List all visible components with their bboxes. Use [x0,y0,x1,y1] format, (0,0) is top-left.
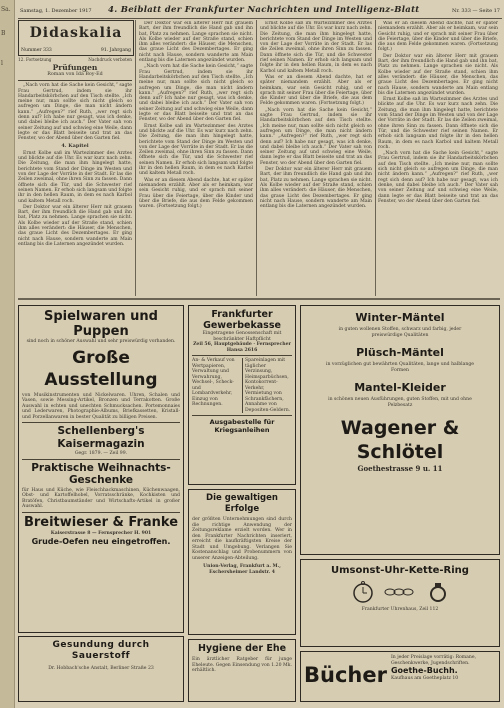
ad-buecher-details [391,655,496,698]
story-paragraph: Ernst Kolbe saß im Wartezimmer des Arztes und blickte auf die Uhr. Es war kurz nach zehn. Die Zeitung, die man ihm hingelegt hatte, berichtete vom Stand der Dinge im Westen und von der Lage der Vorräte in der Stadt. Er las die Zeilen zweimal, ohne ihren Sinn zu fassen. Dann öffnete sich die Tür, und die Schwester rief seinen Namen. Er erhob sich langsam und folgte ihr in den hellen Raum, in dem es nach Karbol und kaltem Metall roch. [378,97,498,150]
story-paragraph: „Nach vorn hat die Sache kein Gesicht,“ sagte Frau Gertrud, indem sie ihr Handarbeitskörbchen auf den Tisch stellte. „Ich meine nur, man sollte sich nicht gleich so aufregen um Dinge, die man nicht ändern kann.“ „Aufregen?“ rief Ruth, „wer regt sich denn auf? Ich habe nur gesagt, was ich denke, und dabei bleibe ich auch.“ Der Vater sah von seiner Zeitung auf und schwieg eine Weile, dann legte er das Blatt beiseite und trat an das Fenster, wo der Abend über den Garten fiel. [378,151,498,204]
ring-icon [428,581,448,603]
ad-gewerbekasse-footer: Ausgabestelle für Kriegsanleihen [209,418,275,434]
ad-buecher-title: Bücher [304,663,387,687]
page-header [18,4,502,19]
column-rule [256,20,257,296]
story-paragraph: Was er an diesem Abend dachte, hat er später niemandem erzählt. Aber als er heimkam, war sein Gesicht ruhig, und er sprach mit seiner Frau über die Feiertage, über die Kinder und über die Briefe, die aus dem Felde gekommen waren. (Fortsetzung folgt.) [378,21,498,53]
story-column-2 [139,21,253,296]
ad-mantel-text-2: in vorzüglichen gut bewährten Qualitäten, lange und halblange Formen [325,362,474,373]
masthead-number: Nummer 333 [21,48,52,53]
story-subtitle: Roman von Ida Boy-Ed [47,72,103,78]
pocket-watch-icon [352,581,374,603]
ad-gewaltige-footer: Union-Verlag, Frankfurt a. M., Eschersheimer Landstr. 4 [203,564,281,575]
header-page-number: Nr. 333 — Seite 17 [451,8,500,14]
ad-uhr-title: Umsonst-Uhr-Kette-Ring [331,565,469,576]
story-chapter: 4. Kapitel [61,142,89,149]
masthead-year: 91. Jahrgang [100,48,131,53]
ad-mantel-heading-3: Mantel-Kleider [354,381,446,394]
story-divider [18,80,132,81]
chain-icon [384,581,418,603]
ad-mantel-heading-1: Winter-Mäntel [355,311,445,324]
ad-uhr-info: Frankfurter Uhrenhaus, Zeil 112 [361,607,439,612]
ad-winter-maentel [300,305,500,555]
ad-store-name-2: Breitwieser & Franke [23,514,179,530]
story-column-4 [378,21,498,296]
story-column-1 [18,57,132,295]
story-paragraph: Ernst Kolbe saß im Wartezimmer des Arztes und blickte auf die Uhr. Es war kurz nach zehn. Die Zeitung, die man ihm hingelegt hatte, berichtete vom Stand der Dinge im Westen und von der Lage der Vorräte in der Stadt. Er las die Zeilen zweimal, ohne ihren Sinn zu fassen. Dann öffnete sich die Tür, und die Schwester rief seinen Namen. Er erhob sich langsam und folgte ihr in den hellen Raum, in dem es nach Karbol und kaltem Metall roch. [260,21,372,74]
ad-spielwaren-body: von Musikinstrumenten und Nickelwaren. Uhren, Schalen und Vasen, sowie Messing-Artikel, Bronzen und Terrakotten. Große Auswahl in echten und unechten Schmucksachen. Portemonnaies und Lederwaren, Photographie-Albums, Briefkassetten, Kristall- und Porzellanwaren in bester Qualität zu billigen Preisen. [22,392,180,420]
ad-divider [22,459,180,460]
ad-gewerbekasse-col-left: An- & Verkauf von Wertpapieren, Verwaltung und Verwahrung, Wechsel-, Scheck- und Lombardverkehr, Einzug von Rechnungen. [192,358,235,407]
ad-store-name: Schellenberg's Kaisermagazin [57,425,145,450]
ad-uhr-kette-ring [300,559,500,647]
ad-store-info: Gegr. 1879. — Zeil 99. [74,451,128,456]
column-rule [375,20,376,296]
story-paragraph: Ernst Kolbe saß im Wartezimmer des Arztes und blickte auf die Uhr. Es war kurz nach zehn. Die Zeitung, die man ihm hingelegt hatte, berichtete vom Stand der Dinge im Westen und von der Lage der Vorräte in der Stadt. Er las die Zeilen zweimal, ohne ihren Sinn zu fassen. Dann öffnete sich die Tür, und die Schwester rief seinen Namen. Er erhob sich langsam und folgte ihr in den hellen Raum, in dem es nach Karbol und kaltem Metall roch. [139,123,253,177]
ad-buecher-store: Goethe-Buchh. [390,666,458,675]
story-section-left: 12. Fortsetzung [18,57,52,62]
ad-gewaltige-erfolge [188,489,296,635]
ad-spielwaren [18,305,184,633]
section-rule [18,298,500,300]
story-paragraph: Was er an diesem Abend dachte, hat er später niemandem erzählt. Aber als er heimkam, war sein Gesicht ruhig, und er sprach mit seiner Frau über die Feiertage, über die Kinder und über die Briefe, die aus dem Felde gekommen waren. (Fortsetzung folgt.) [260,74,372,107]
story-paragraph: Ernst Kolbe saß im Wartezimmer des Arztes und blickte auf die Uhr. Es war kurz nach zehn. Die Zeitung, die man ihm hingelegt hatte, berichtete vom Stand der Dinge im Westen und von der Lage der Vorräte in der Stadt. Er las die Zeilen zweimal, ohne ihren Sinn zu fassen. Dann öffnete sich die Tür, und die Schwester rief seinen Namen. Er erhob sich langsam und folgte ihr in den hellen Raum, in dem es nach Karbol und kaltem Metall roch. [18,150,132,204]
header-title: 4. Beiblatt der Frankfurter Nachrichten und Intelligenz-Blatt [108,5,420,15]
ad-buecher-info: In jeder Preislage vorrätig: Romane, Geschenkwerke, Jugendschriften. [390,655,477,666]
story-title: Prüfungen [52,63,98,73]
ad-footer: Grude-Oefen neu eingetroffen. [31,537,171,546]
ad-headline-2: Praktische Weihnachts-Geschenke [31,461,171,486]
masthead-title: Didaskalia [29,25,123,41]
ad-mantel-store: Wagener & Schlötel [340,417,460,463]
story-column-3 [260,21,372,296]
ad-gewerbekasse-title: Frankfurter Gewerbekasse [203,309,281,331]
ad-gesundung-info: Dr. Hobbach'sche Anstalt, Berliner Straße 23 [48,666,154,671]
ad-hygiene [188,639,296,702]
masthead-meta [21,48,131,53]
ad-gewaltige-title: Die gewaltigen Erfolge [206,493,278,514]
story-section-line [18,57,132,62]
ad-divider [192,415,292,416]
feuilleton-masthead [18,20,134,56]
ad-gewerbekasse-address: Zeil 56, Hauptgebäude · Fernsprecher Hansa 2616 [193,342,291,353]
ad-gewaltige-body: der größten Unternehmungen sind durch die richtige Anwendung der Zeitungsreklame erzielt worden. Wer in den Frankfurter Nachrichten inseriert, erreicht die kaufkräftigsten Kreise der Stadt und Umgebung. Verlangen Sie Kostenanschlag und Probenummern von unserer Anzeigen-Abteilung. [192,517,292,561]
ad-gewerbekasse-columns [192,358,292,413]
story-paragraph: „Nach vorn hat die Sache kein Gesicht,“ sagte Frau Gertrud, indem sie ihr Handarbeitskörbchen auf den Tisch stellte. „Ich meine nur, man sollte sich nicht gleich so aufregen um Dinge, die man nicht ändern kann.“ „Aufregen?“ rief Ruth, „wer regt sich denn auf? Ich habe nur gesagt, was ich denke, und dabei bleibe ich auch.“ Der Vater sah von seiner Zeitung auf und schwieg eine Weile, dann legte er das Blatt beiseite und trat an das Fenster, wo der Abend über den Garten fiel. [18,83,132,142]
story-paragraph: Der Doktor war ein älterer Herr mit grauem Bart, der ihm freundlich die Hand gab und ihn bat, Platz zu nehmen. Lange sprachen sie nicht. Als Kolbe wieder auf der Straße stand, schien ihm alles verändert: die Häuser, die Menschen, das graue Licht des Dezembertages. Er ging nicht nach Hause, sondern wanderte am Main entlang bis die Laternen angezündet wurden. [378,53,498,96]
story-paragraph: Der Doktor war ein älterer Herr mit grauem Bart, der ihm freundlich die Hand gab und ihn bat, Platz zu nehmen. Lange sprachen sie nicht. Als Kolbe wieder auf der Straße stand, schien ihm alles verändert: die Häuser, die Menschen, das graue Licht des Dezembertages. Er ging nicht nach Hause, sondern wanderte am Main entlang bis die Laternen angezündet wurden. [139,21,253,64]
ad-gesundung-title: Gesundung durch Sauerstoff [52,640,150,661]
ad-body-2: für Haus und Küche, wie Fleischhackmaschinen, Küchenwaagen, Obst- und Kartoffelhobel, Vorratsschränke, Kochkisten und Bratöfen, Christbaumständer und Wirtschafts-Artikel in großer Auswahl. [22,487,180,509]
ad-divider [192,355,292,356]
story-paragraph: „Nach vorn hat die Sache kein Gesicht,“ sagte Frau Gertrud, indem sie ihr Handarbeitskörbchen auf den Tisch stellte. „Ich meine nur, man sollte sich nicht gleich so aufregen um Dinge, die man nicht ändern kann.“ „Aufregen?“ rief Ruth, „wer regt sich denn auf? Ich habe nur gesagt, was ich denke, und dabei bleibe ich auch.“ Der Vater sah von seiner Zeitung auf und schwieg eine Weile, dann legte er das Blatt beiseite und trat an das Fenster, wo der Abend über den Garten fiel. [139,64,253,123]
column-rule [135,20,136,296]
ad-gewerbekasse-col-right: Spareinlagen mit täglicher Verzinsung, Heimsparbüchsen, Kontokorrent-Verkehr, Vermietung von Schrankfächern, Annahme von Depositen-Geldern. [242,358,292,413]
ad-buecher [300,651,500,702]
ad-mantel-text-3: in schönen neuen Ausführungen, guten Stoffen, mit und ohne Pelzbesatz [328,397,472,408]
ad-spielwaren-subtitle: sind noch in schöner Auswahl und sehr preiswürdig vorhanden. [26,339,176,344]
ad-spielwaren-title: Spielwaren und Puppen [43,309,158,339]
binding-edge: Sa. B l [0,0,15,708]
ad-divider [22,512,180,513]
ad-gesundung [18,636,184,702]
ad-gewerbekasse-subtitle: Eingetragene Genossenschaft mit beschränkter Haftpflicht [202,331,282,342]
ad-uhr-illustrations [305,581,495,603]
ad-mantel-text-1: in guten wollenen Stoffen, schwarz und farbig, jeder preiswürdige Qualitäten [338,327,462,338]
ad-mantel-heading-2: Plüsch-Mäntel [356,346,444,359]
story-paragraph: Der Doktor war ein älterer Herr mit grauem Bart, der ihm freundlich die Hand gab und ihn bat, Platz zu nehmen. Lange sprachen sie nicht. Als Kolbe wieder auf der Straße stand, schien ihm alles verändert: die Häuser, die Menschen, das graue Licht des Dezembertages. Er ging nicht nach Hause, sondern wanderte am Main entlang bis die Laternen angezündet wurden. [260,167,372,210]
ad-store-info-2: Kaiserstrasse 8 — Fernsprecher H. 901 [50,530,152,536]
ad-hygiene-title: Hygiene der Ehe [197,643,287,654]
story-paragraph: Der Doktor war ein älterer Herr mit grauem Bart, der ihm freundlich die Hand gab und ihn bat, Platz zu nehmen. Lange sprachen sie nicht. Als Kolbe wieder auf der Straße stand, schien ihm alles verändert: die Häuser, die Menschen, das graue Licht des Dezembertages. Er ging nicht nach Hause, sondern wanderte am Main entlang bis die Laternen angezündet wurden. [18,204,132,247]
ad-spielwaren-headline: Große Ausstellung [44,347,158,390]
ad-gewerbekasse [188,305,296,485]
story-section-right: Nachdruck verboten [88,57,132,62]
ad-hygiene-info: Ein ärztlicher Ratgeber für junge Eheleute. Gegen Einsendung von 1.20 Mk. erhältlich. [192,657,292,673]
header-date: Samstag, 1. Dezember 1917 [20,8,92,14]
ad-mantel-address: Goethestrasse 9 u. 11 [357,464,443,473]
ad-divider [22,422,180,423]
story-paragraph: Was er an diesem Abend dachte, hat er später niemandem erzählt. Aber als er heimkam, war sein Gesicht ruhig, und er sprach mit seiner Frau über die Feiertage, über die Kinder und über die Briefe, die aus dem Felde gekommen waren. (Fortsetzung folgt.) [139,177,253,210]
story-paragraph: „Nach vorn hat die Sache kein Gesicht,“ sagte Frau Gertrud, indem sie ihr Handarbeitskörbchen auf den Tisch stellte. „Ich meine nur, man sollte sich nicht gleich so aufregen um Dinge, die man nicht ändern kann.“ „Aufregen?“ rief Ruth, „wer regt sich denn auf? Ich habe nur gesagt, was ich denke, und dabei bleibe ich auch.“ Der Vater sah von seiner Zeitung auf und schwieg eine Weile, dann legte er das Blatt beiseite und trat an das Fenster, wo der Abend über den Garten fiel. [260,107,372,166]
ad-buecher-store-info: Kaufhaus am Goetheplatz 10 [390,676,459,681]
